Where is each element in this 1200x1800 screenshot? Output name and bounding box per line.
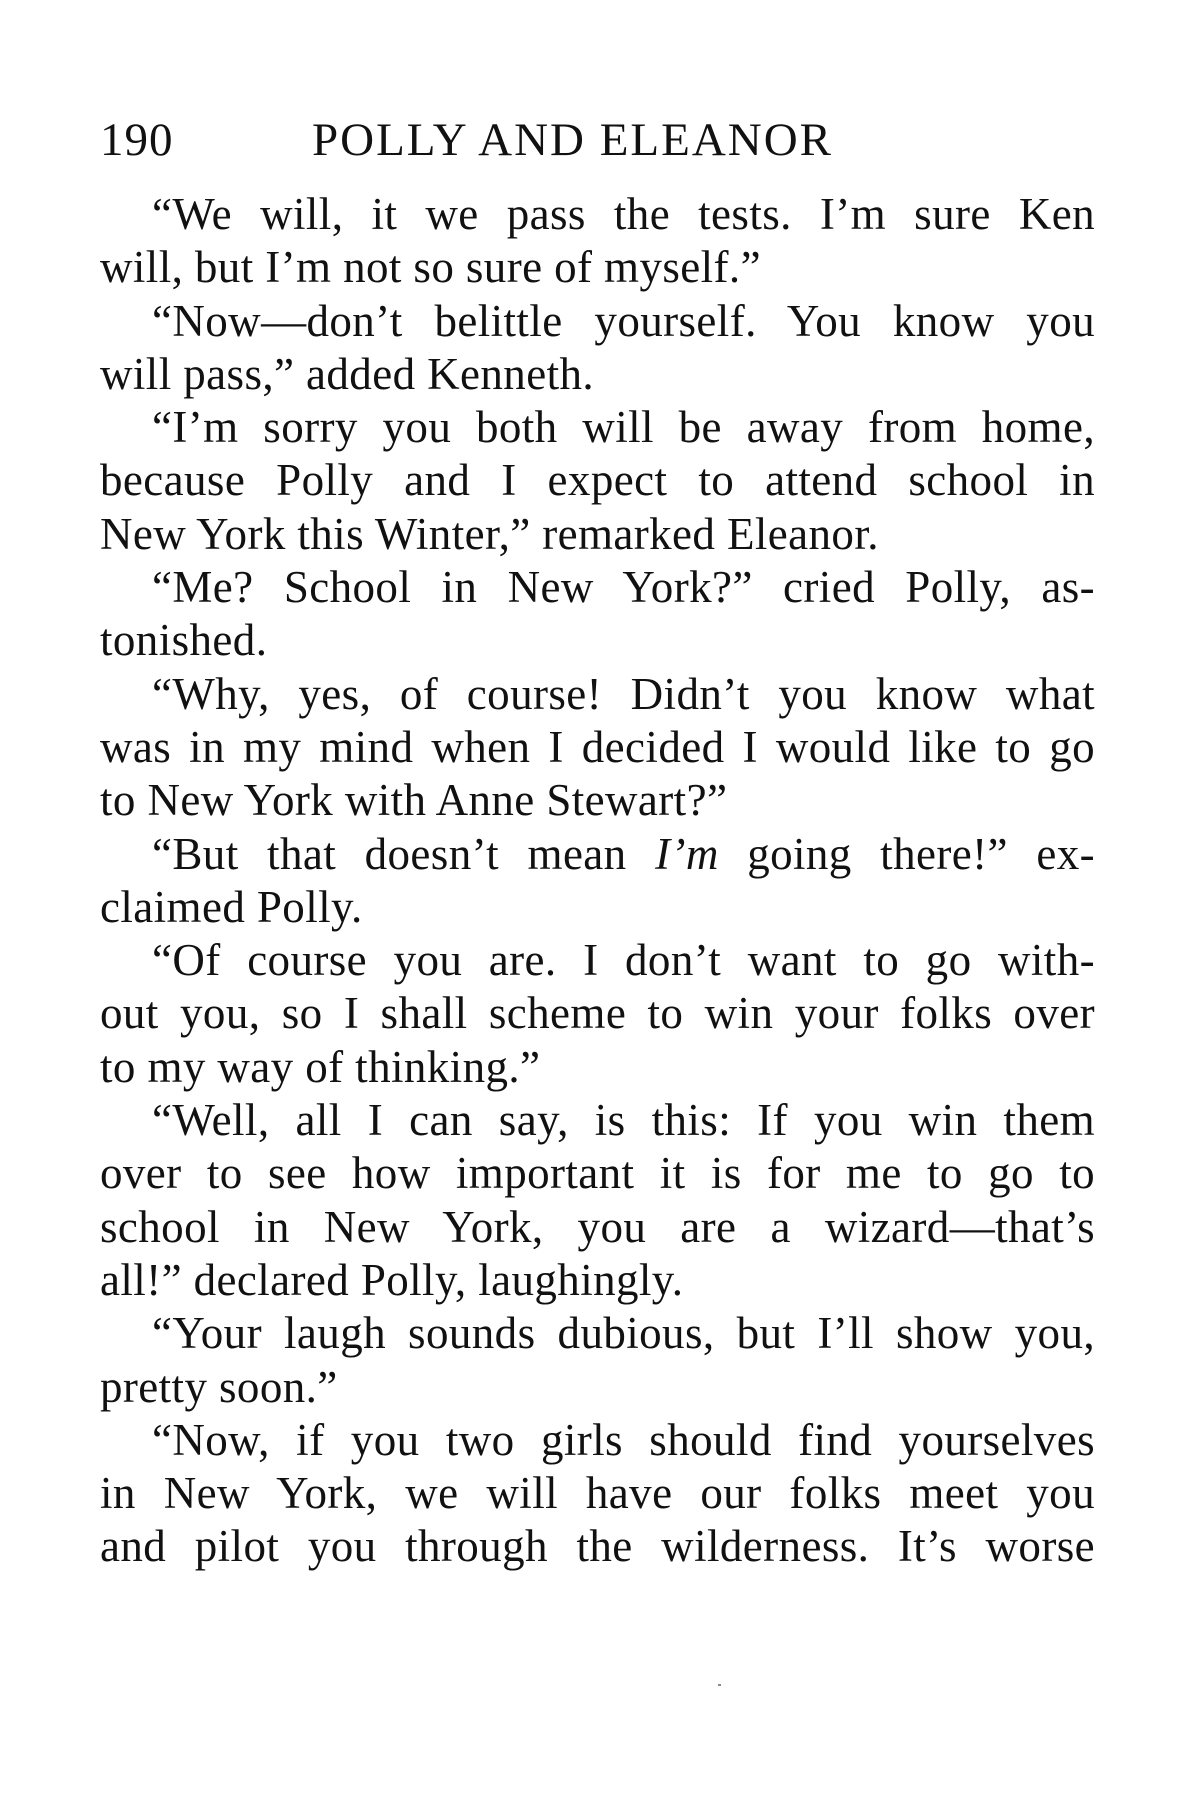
text-line: “Of course you are. I don’t want to go with-: [152, 935, 1095, 986]
text-line: over to see how important it is for me to go to: [100, 1148, 1095, 1199]
text-line: to New York with Anne Stewart?”: [100, 775, 728, 826]
text-line: all!” declared Polly, laughingly.: [100, 1254, 684, 1305]
text-line: claimed Polly.: [100, 881, 363, 932]
text-line: and pilot you through the wilderness. It’s worse: [100, 1521, 1095, 1572]
body-text: [100, 188, 1095, 1574]
text-line: school in New York, you are a wizard—that’s: [100, 1201, 1095, 1252]
text-line: in New York, we will have our folks meet you: [100, 1468, 1095, 1519]
text-line: New York this Winter,” remarked Eleanor.: [100, 508, 879, 559]
text-line: “Your laugh sounds dubious, but I’ll show you,: [152, 1308, 1095, 1359]
text-line: will, but I’m not so sure of myself.”: [100, 242, 761, 293]
text-line: “I’m sorry you both will be away from home,: [152, 402, 1095, 453]
text-line: tonished.: [100, 615, 268, 666]
text-line: “Me? School in New York?” cried Polly, as-: [152, 562, 1095, 613]
text-line: “Now—don’t belittle yourself. You know you: [152, 295, 1095, 346]
text-line: “We will, it we pass the tests. I’m sure Ken: [152, 189, 1095, 239]
page-number: 190: [100, 114, 174, 166]
running-head: [100, 110, 1100, 170]
text-line: because Polly and I expect to attend school in: [100, 455, 1095, 506]
text-line: was in my mind when I decided I would like to go: [100, 721, 1095, 772]
text-line: “Why, yes, of course! Didn’t you know what: [152, 668, 1095, 719]
italic-emphasis: I’m: [655, 828, 719, 879]
text-line: out you, so I shall scheme to win your folks over: [100, 988, 1095, 1039]
text-run: “But that doesn’t mean: [152, 828, 656, 879]
text-run: going there!” ex-: [718, 828, 1095, 879]
text-line: “Now, if you two girls should find yourselves: [152, 1414, 1095, 1465]
text-line: pretty soon.”: [100, 1361, 338, 1412]
text-line-with-italic: [100, 828, 1095, 881]
text-line: to my way of thinking.”: [100, 1041, 541, 1092]
book-title: POLLY AND ELEANOR: [312, 114, 834, 166]
print-speck: [718, 1684, 721, 1686]
text-line: “Well, all I can say, is this: If you win them: [152, 1095, 1095, 1146]
text-line: will pass,” added Kenneth.: [100, 348, 595, 399]
